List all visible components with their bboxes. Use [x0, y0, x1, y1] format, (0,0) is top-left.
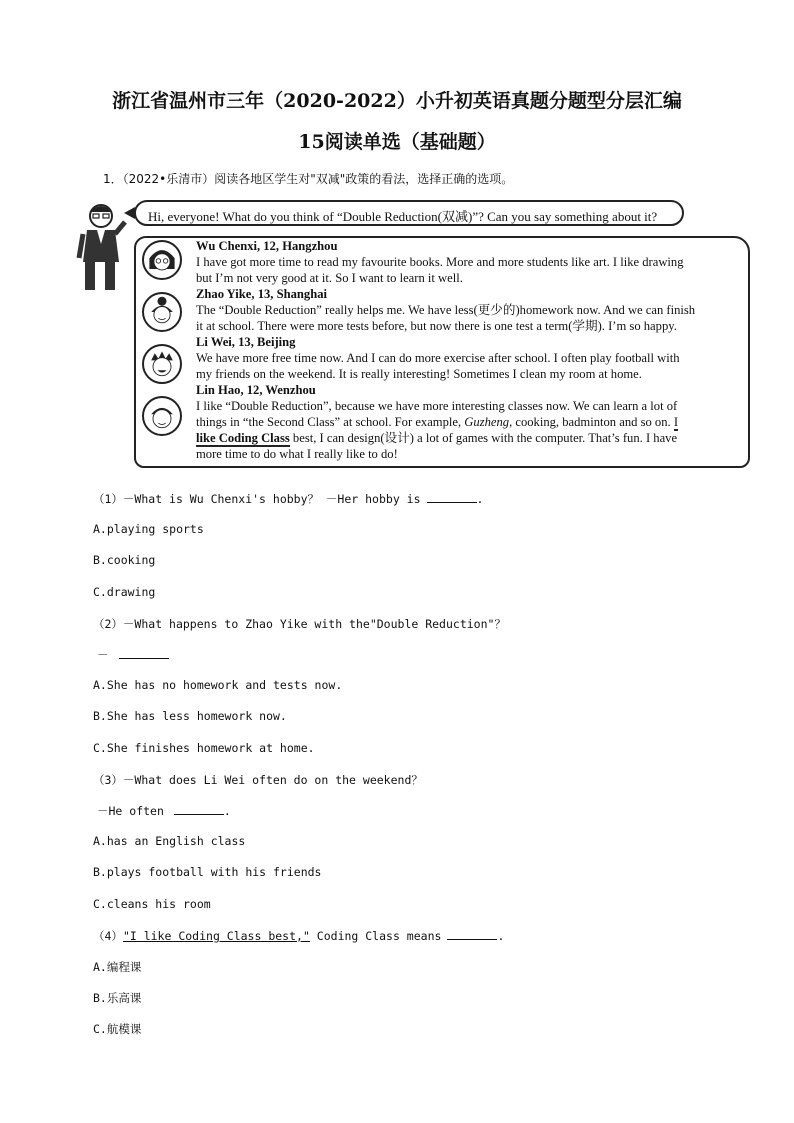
- entry-text-line: it at school. There were more tests before, but now there is one test a term(学期). I’m so happy.: [196, 319, 677, 333]
- item-4-option-a: A.编程课: [93, 960, 142, 974]
- entry-li-wei: [196, 334, 744, 382]
- italic-term: Guzheng: [464, 415, 510, 429]
- text-run: , cooking, badminton and so on.: [509, 415, 674, 429]
- item-1-option-a: A.playing sports: [93, 522, 204, 536]
- item-1-option-b: B.cooking: [93, 553, 156, 567]
- entry-text-line: The “Double Reduction” really helps me. We have less(更少的)homework now. And we can finish: [196, 303, 696, 317]
- entry-text-line: [196, 430, 744, 446]
- stem-text: Coding Class means: [309, 929, 442, 943]
- item-1-stem: （1）－What is Wu Chenxi's hobby？ －Her hobby is .: [93, 492, 484, 506]
- text-run: best, I can design(设计) a lot of games with the computer. That’s fun. I have: [289, 431, 678, 445]
- student-avatar-li-wei: [142, 344, 182, 384]
- entry-text-line: more time to do what I really like to do!: [196, 447, 398, 461]
- document-subtitle: 15阅读单选（基础题）: [298, 131, 496, 153]
- answer-blank: [174, 804, 224, 815]
- item-1-option-c: C.drawing: [93, 585, 156, 599]
- item-3-stem: （3）－What does Li Wei often do on the weekend？: [93, 773, 423, 787]
- item-2-option-c: C.She finishes homework at home.: [93, 741, 315, 755]
- entry-text-line: I like “Double Reduction”, because we have more interesting classes now. We can learn a lot of: [196, 399, 678, 413]
- answer-blank: [119, 648, 169, 659]
- underlined-text: I: [673, 415, 679, 429]
- answer-prefix: －: [97, 648, 109, 662]
- underlined-quote: "I like Coding Class best,": [122, 929, 310, 943]
- item-2-option-a: A.She has no homework and tests now.: [93, 678, 343, 692]
- underlined-text: like Coding Class: [196, 431, 290, 445]
- answer-prefix: －He often: [97, 804, 164, 818]
- student-avatar-lin-hao: [142, 396, 182, 436]
- student-avatar-zhao-yike: [142, 292, 182, 332]
- entry-text-line: [196, 414, 744, 430]
- answer-blank: [447, 929, 497, 940]
- entry-text-line: my friends on the weekend. It is really interesting! Sometimes I clean my room at home.: [196, 367, 642, 381]
- entry-wu-chenxi: [196, 238, 744, 286]
- stem-number: （4）: [93, 929, 123, 943]
- entry-zhao-yike: [196, 286, 744, 334]
- entry-name: Wu Chenxi, 12, Hangzhou: [196, 239, 338, 253]
- item-2-stem: （2）－What happens to Zhao Yike with the"Double Reduction"？: [93, 617, 506, 631]
- text-run: things in “the Second Class” at school. For example,: [196, 415, 465, 429]
- item-2-option-b: B.She has less homework now.: [93, 709, 287, 723]
- entry-name: Li Wei, 13, Beijing: [196, 335, 296, 349]
- entry-name: Zhao Yike, 13, Shanghai: [196, 287, 327, 301]
- entry-text-line: I have got more time to read my favourite books. More and more students like art. I like drawing: [196, 255, 684, 269]
- student-avatar-wu-chenxi: [142, 240, 182, 280]
- item-4-stem: （4）"I like Coding Class best," Coding Class means .: [93, 929, 505, 943]
- item-4-option-c: C.航模课: [93, 1022, 142, 1036]
- stem-text: （1）－What is Wu Chenxi's hobby？ －Her hobby is: [93, 492, 421, 506]
- entry-lin-hao: [196, 382, 744, 462]
- item-3-option-a: A.has an English class: [93, 834, 246, 848]
- item-3-option-b: B.plays football with his friends: [93, 865, 322, 879]
- answer-blank: [427, 492, 477, 503]
- teacher-speech-bubble: Hi, everyone! What do you think of “Double Reduction(双减)”? Can you say something about it?: [134, 200, 684, 226]
- question-intro: 1．（2022•乐清市）阅读各地区学生对"双减"政策的看法，选择正确的选项。: [103, 172, 514, 186]
- document-title: 浙江省温州市三年（2020-2022）小升初英语真题分题型分层汇编: [112, 90, 682, 112]
- entry-text-line: We have more free time now. And I can do more exercise after school. I often play football with: [196, 351, 680, 365]
- item-3-option-c: C.cleans his room: [93, 897, 211, 911]
- entry-name: Lin Hao, 12, Wenzhou: [196, 383, 316, 397]
- entry-text-line: but I’m not very good at it. So I want to learn it well.: [196, 271, 463, 285]
- item-2-answer-line: [97, 647, 169, 663]
- item-4-option-b: B.乐高课: [93, 991, 142, 1005]
- item-3-answer-line: －He often .: [97, 804, 231, 818]
